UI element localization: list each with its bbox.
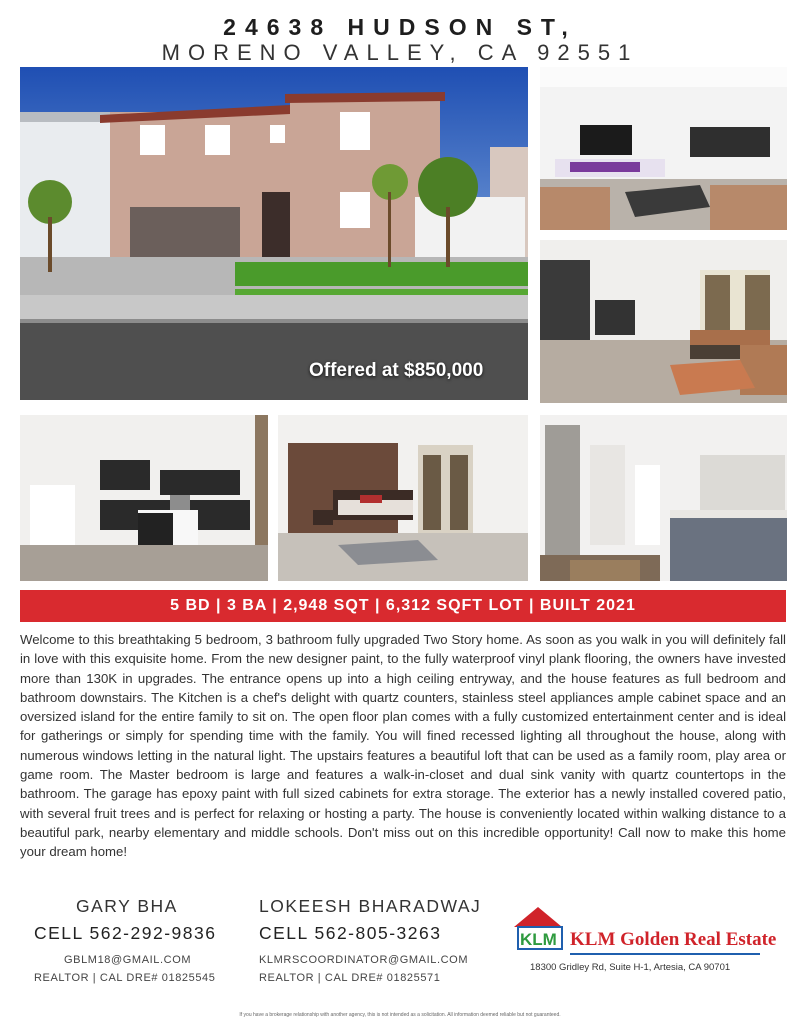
photo-exterior	[20, 67, 528, 400]
brokerage-logo	[510, 905, 777, 955]
offer-price: Offered at $850,000	[309, 360, 484, 381]
logo-underline	[570, 953, 760, 955]
agent-card-2	[259, 896, 481, 984]
disclaimer: If you have a brokerage relationship with another agency, this is not intended as a solicitation. All information deemed reliable but not guaranteed.	[239, 1012, 561, 1018]
photo-living-room	[540, 67, 787, 230]
photo-kitchen	[20, 415, 268, 581]
agent-license: REALTOR | CAL DRE# 01825545	[34, 972, 216, 984]
agent-email: KLMRSCOORDINATOR@GMAIL.COM	[259, 954, 469, 966]
property-summary-banner: 5 BD | 3 BA | 2,948 SQT | 6,312 SQFT LOT | BUILT 2021	[20, 590, 786, 622]
brokerage-address: 18300 Gridley Rd, Suite H-1, Artesia, CA 90701	[530, 962, 731, 973]
property-description: Welcome to this breathtaking 5 bedroom, 3 bathroom fully upgraded Two Story home. As soon as you walk in you will definitely fall in love with this exquisite home. From the new designer paint, to the fully waterproof vinyl plank flooring, the owners have invested more than 130K in upgrades. The entrance opens up into a high ceiling entryway, and the house features as full bedroom and bathroom downstairs. The Kitchen is a chef's delight with quartz counters, stainless steel appliances ample cabinet space and an oversized island for the entire family to sit on. The open floor plan comes with a fully customized entertainment center and is ideal for gatherings or simply for spending time with the family. You will fined recessed lighting all throughout the house, along with numerous windows letting in the natural light. The upstairs features a beautiful loft that can be used as a family room, play area or game room. The Master bedroom is large and features a walk-in-closet and dual sink vanity with quartz countertops in the bathroom. The garage has epoxy paint with full sized cabinets for extra storage. The exterior has a newly installed covered patio, with several fruit trees and is perfect for relaxing or hosting a party. The house is conveniently located within walking distance to a beautiful park, nearby elementary and middle schools. Don't miss out on this incredible opportunity! Call now to make this home your dream home!	[20, 632, 786, 860]
photo-master-bedroom	[278, 415, 528, 581]
agent-phone: CELL 562-292-9836	[34, 923, 217, 943]
photo-bathroom	[540, 415, 787, 581]
agent-email: GBLM18@GMAIL.COM	[64, 954, 192, 966]
agent-card-1	[34, 896, 216, 984]
logo-house-icon	[510, 905, 570, 955]
address-street: 24638 HUDSON ST,	[223, 14, 577, 40]
agent-phone: CELL 562-805-3263	[259, 923, 442, 943]
address-city: MORENO VALLEY, CA 92551	[161, 40, 639, 65]
agent-name: LOKEESH BHARADWAJ	[259, 896, 482, 916]
agent-name: GARY BHA	[76, 896, 178, 916]
logo-letter-k: KLM	[520, 930, 557, 949]
logo-text: KLM Golden Real Estate	[570, 929, 777, 950]
photo-family-room	[540, 240, 787, 403]
agent-license: REALTOR | CAL DRE# 01825571	[259, 972, 441, 984]
